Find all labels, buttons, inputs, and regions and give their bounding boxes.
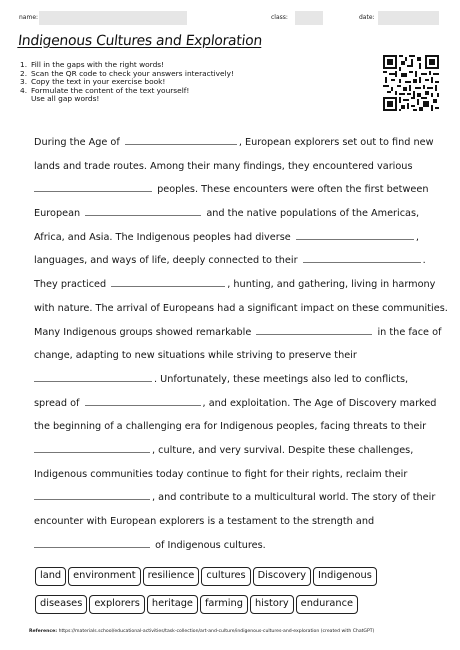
date-label: date:: [359, 14, 375, 21]
word-chip[interactable]: Indigenous: [313, 567, 377, 586]
gap-fill-passage: [34, 131, 448, 557]
instruction-item: 4. Formulate the content of the text yourself!: [20, 85, 190, 95]
worksheet-title: Indigenous Cultures and Exploration: [17, 33, 263, 49]
word-chip[interactable]: diseases: [35, 595, 87, 614]
name-label: name:: [19, 14, 39, 21]
passage-line: lands and trade routes. Among their many findings, they encountered various: [34, 160, 413, 172]
passage-line: of Indigenous cultures.: [34, 534, 434, 558]
passage-line: peoples. These encounters were often the first between: [34, 178, 434, 202]
gap-blank[interactable]: [34, 491, 150, 500]
passage-line: European and the native populations of the Americas,: [34, 208, 420, 220]
word-chip[interactable]: explorers: [89, 595, 145, 614]
passage-line: Many Indigenous groups showed remarkable in the face of: [34, 326, 442, 338]
gap-blank[interactable]: [296, 231, 414, 240]
passage-line: encounter with European explorers is a testament to the strength and: [34, 516, 375, 527]
passage-line: , and contribute to a multicultural world. The story of their: [34, 486, 434, 510]
word-chip[interactable]: endurance: [296, 595, 358, 614]
gap-blank[interactable]: [85, 397, 201, 406]
gap-blank[interactable]: [125, 136, 237, 145]
gap-blank[interactable]: [256, 326, 372, 335]
passage-line: , culture, and very survival. Despite these challenges,: [34, 439, 434, 463]
word-bank-row: [35, 591, 435, 614]
gap-blank[interactable]: [34, 183, 152, 192]
gap-blank[interactable]: [111, 278, 225, 287]
passage-line: Africa, and Asia. The Indigenous peoples had diverse ,: [34, 231, 419, 243]
class-label: class:: [271, 14, 288, 21]
word-chip[interactable]: land: [35, 567, 66, 586]
gap-blank[interactable]: [85, 207, 201, 216]
passage-line: languages, and ways of life, deeply connected to their .: [34, 255, 426, 267]
class-field[interactable]: [295, 11, 323, 25]
reference-note: Reference: https://materials.school/educational-activities/task-collection/art-and-culture/indigenous-cultures-and-exploration (created with ChatGPT): [29, 629, 375, 634]
passage-line: Indigenous communities today continue to fight for their rights, reclaim their: [34, 468, 408, 480]
passage-line: They practiced , hunting, and gathering, living in harmony: [34, 279, 436, 291]
word-chip[interactable]: farming: [200, 595, 248, 614]
word-chip[interactable]: resilience: [143, 567, 200, 586]
passage-line: spread of , and exploitation. The Age of Discovery marked: [34, 397, 437, 409]
date-field[interactable]: [378, 11, 439, 25]
instruction-item: 2. Scan the QR code to check your answers interactively!: [20, 68, 234, 78]
word-bank-row: [35, 563, 435, 586]
name-field[interactable]: [39, 11, 187, 25]
passage-line: change, adapting to new situations while striving to preserve their: [34, 350, 357, 362]
word-chip[interactable]: heritage: [147, 595, 198, 614]
instruction-item: 3. Copy the text in your exercise book!: [20, 77, 166, 87]
instructions-list: [20, 61, 234, 104]
passage-line: During the Age of , European explorers set out to find new: [34, 137, 434, 148]
gap-blank[interactable]: [34, 444, 150, 453]
passage-line: the beginning of a challenging era for Indigenous peoples, facing threats to their: [34, 421, 427, 433]
reference-link[interactable]: https://materials.school/educational-activities/task-collection/art-and-culture/indigenous-cultures-and-exploration (created with ChatGPT): [58, 629, 375, 634]
gap-blank[interactable]: [303, 254, 421, 263]
word-chip[interactable]: history: [250, 595, 294, 614]
word-chip[interactable]: environment: [68, 567, 140, 586]
instruction-item: Use all gap words!: [31, 94, 100, 104]
word-chip[interactable]: Discovery: [253, 567, 311, 586]
passage-line: with nature. The arrival of Europeans had a significant impact on these communities.: [34, 302, 448, 314]
gap-blank[interactable]: [34, 373, 152, 382]
word-chip[interactable]: cultures: [201, 567, 250, 586]
gap-blank[interactable]: [34, 539, 150, 548]
passage-line: . Unfortunately, these meetings also led to conflicts,: [34, 368, 434, 392]
qr-code-icon[interactable]: [383, 55, 439, 111]
instruction-item: 1. Fill in the gaps with the right words!: [20, 60, 165, 69]
